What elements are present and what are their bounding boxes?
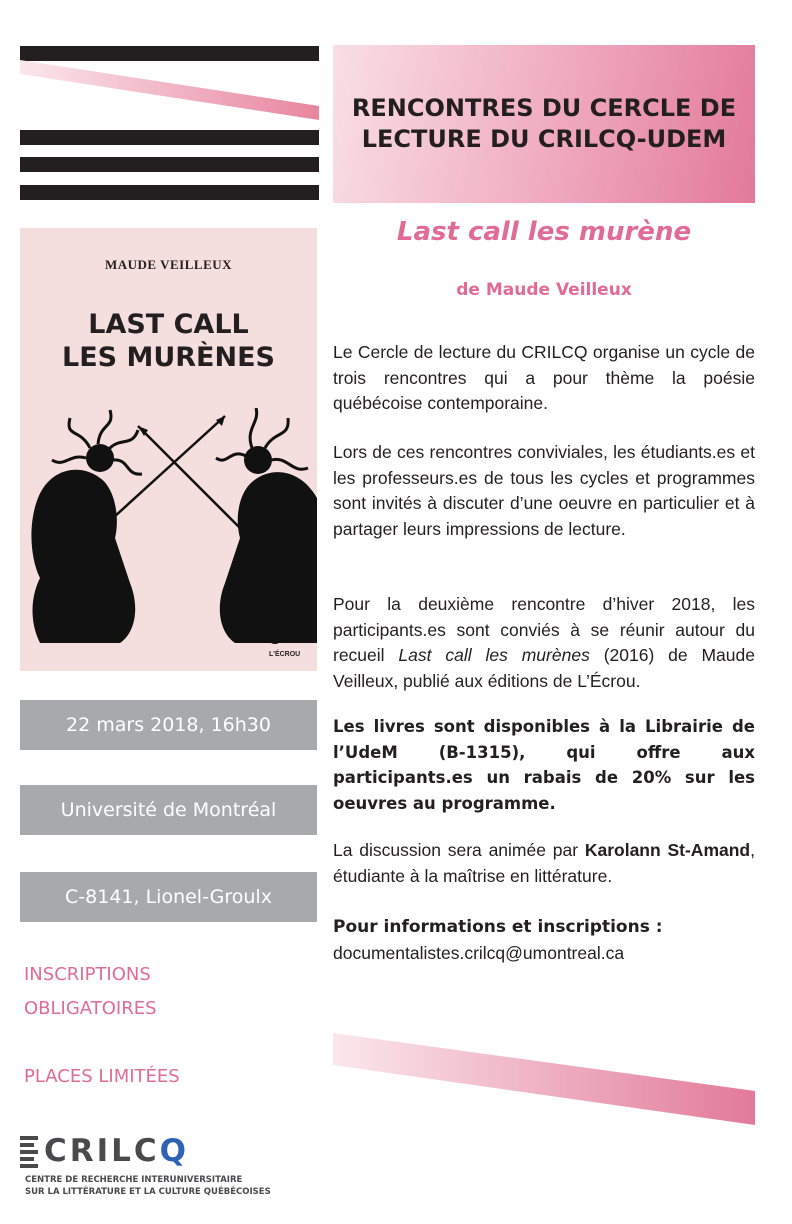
intro-paragraph: Le Cercle de lecture du CRILCQ organise un cycle de trois rencontres qui a pour thème la poésie québécoise contemporaine.	[333, 342, 755, 413]
book-cover-image	[20, 228, 317, 671]
moderator-name: Karolann St-Amand	[584, 840, 751, 860]
event-venue: Université de Montréal	[60, 799, 277, 821]
event-venue-box	[20, 785, 317, 835]
cover-title: LAST CALL LES MURÈNES	[61, 309, 275, 373]
logo-subtitle-line-2: SUR LA LITTÉRATURE ET LA CULTURE QUÉBÉCOISES	[25, 1187, 271, 1197]
inscriptions-notice: INSCRIPTIONS OBLIGATOIRES	[24, 964, 157, 1019]
decorative-stripe-3	[20, 157, 319, 172]
decorative-diagonal-band-bottom	[333, 1033, 755, 1128]
page-title: RENCONTRES DU CERCLE DE LECTURE DU CRILCQ-UDEM	[351, 94, 737, 153]
cover-publisher: L'ÉCROU	[269, 651, 301, 658]
contact-email[interactable]: documentalistes.crilcq@umontreal.ca	[333, 943, 625, 963]
crilcq-logo-wordmark: CRILCQ	[44, 1133, 190, 1169]
decorative-stripe-1	[20, 46, 319, 61]
places-notice: PLACES LIMITÉES	[24, 1066, 180, 1087]
event-date: 22 mars 2018, 16h30	[66, 714, 271, 736]
cover-author: MAUDE VEILLEUX	[104, 257, 233, 272]
contact-heading: Pour informations et inscriptions :	[333, 917, 663, 937]
description-paragraph: Lors de ces rencontres conviviales, les étudiants.es et les professeurs.es de tous les cycles et programmes sont invités à discuter d’une oeuvre en particulier et à partager leurs impressions de lecture.	[333, 442, 755, 539]
event-room: C-8141, Lionel-Groulx	[65, 886, 272, 908]
book-byline: de Maude Veilleux	[456, 280, 632, 300]
header-title-box	[333, 45, 755, 203]
crilcq-logo-icon	[20, 1136, 42, 1170]
event-room-box	[20, 872, 317, 922]
event-paragraph: Pour la deuxième rencontre d’hiver 2018, les participants.es sont conviés à se réunir autour du recueil Last call les murènes (2016) de Maude Veilleux, publié aux éditions de L’Écrou.	[333, 594, 755, 691]
moderator-paragraph: La discussion sera animée par Karolann St-Amand, étudiante à la maîtrise en littérature.	[333, 840, 755, 886]
book-title-inline: Last call les murènes	[398, 645, 590, 665]
book-title: Last call les murène	[396, 217, 692, 247]
logo-subtitle-line-1: CENTRE DE RECHERCHE INTERUNIVERSITAIRE	[25, 1175, 243, 1185]
decorative-stripe-4	[20, 185, 319, 200]
cover-silhouette-illustration	[20, 408, 317, 648]
decorative-diagonal-band-top	[20, 60, 320, 130]
event-date-box	[20, 700, 317, 750]
decorative-stripe-2	[20, 130, 319, 145]
bookstore-paragraph: Les livres sont disponibles à la Librairie de l’UdeM (B-1315), qui offre aux participants.es un rabais de 20% sur les oeuvres au programme.	[333, 717, 755, 813]
